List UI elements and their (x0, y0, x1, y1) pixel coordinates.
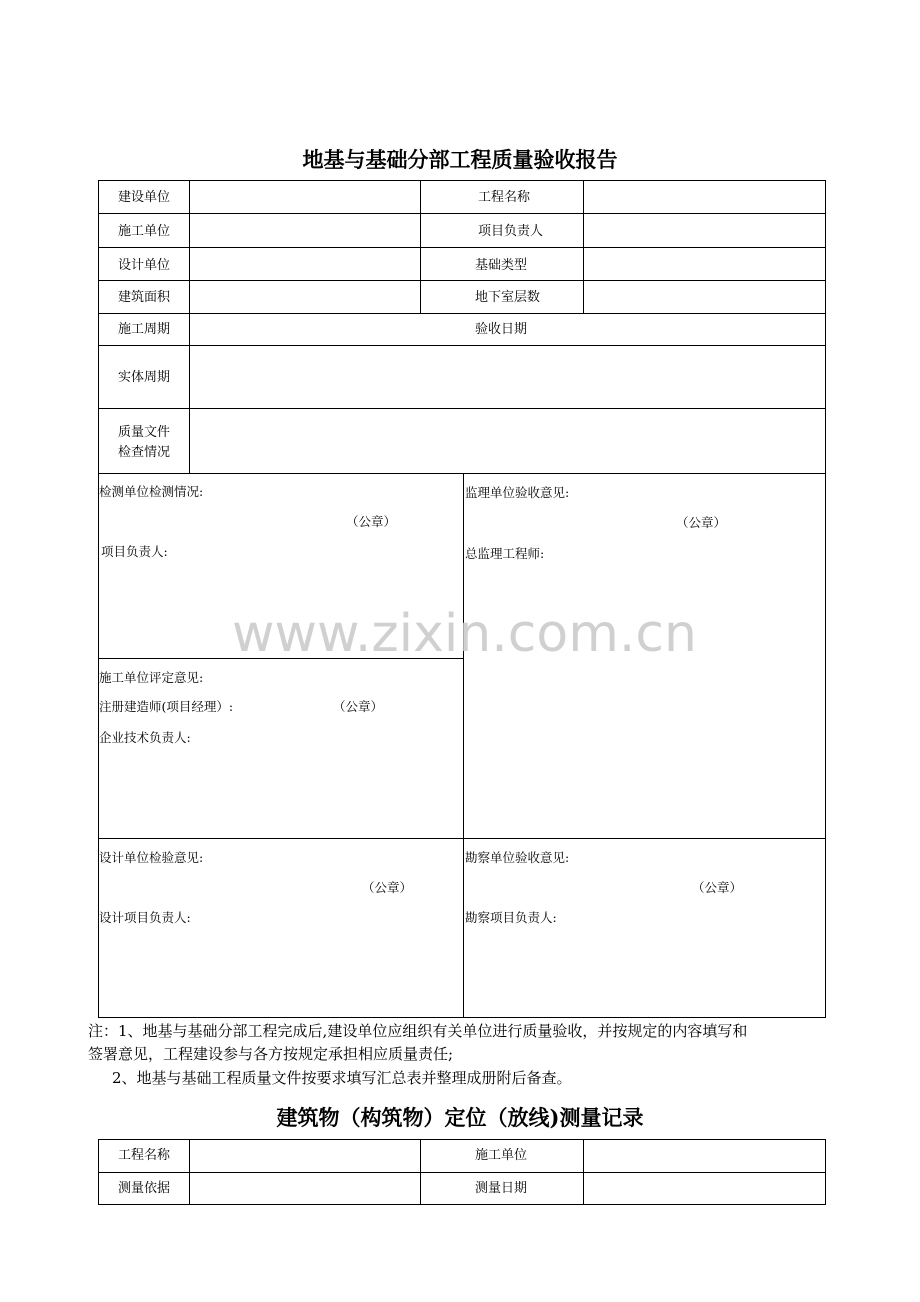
survey-unit-seal: （公章） (692, 880, 743, 895)
supervision-unit-seal: （公章） (676, 515, 727, 530)
testing-unit-signer: 项目负责人: (101, 544, 168, 559)
record-title: 建筑物（构筑物）定位（放线)测量记录 (276, 1105, 644, 1130)
label-contractor: 施工单位 (118, 224, 171, 239)
label-building-area: 建筑面积 (118, 290, 171, 305)
label-project-name: 工程名称 (478, 190, 531, 205)
testing-unit-seal: （公章） (346, 514, 397, 529)
field-construction-period[interactable] (190, 314, 419, 344)
survey-unit-heading: 勘察单位验收意见: (465, 850, 570, 865)
record-field-contractor[interactable] (584, 1140, 824, 1171)
note-line-2: 签署意见，工程建设参与各方按规定承担相应质量责任; (88, 1045, 454, 1063)
label-acceptance-date: 验收日期 (475, 322, 528, 337)
label-construction-period: 施工周期 (118, 322, 171, 337)
construction-unit-seal: （公章） (333, 699, 384, 714)
record-label-survey-date: 测量日期 (475, 1181, 528, 1196)
report-title: 地基与基础分部工程质量验收报告 (302, 147, 618, 172)
label-design-unit: 设计单位 (118, 258, 171, 273)
watermark: www.zixin.com.cn (232, 604, 697, 664)
design-unit-heading: 设计单位检验意见: (99, 850, 204, 865)
supervision-unit-signer: 总监理工程师: (465, 546, 545, 561)
registered-constructor: 注册建造师(项目经理）: (99, 699, 234, 714)
field-project-name[interactable] (584, 181, 824, 212)
field-entity-period[interactable] (190, 346, 824, 407)
field-building-area[interactable] (190, 281, 419, 312)
note-line-3: 2、地基与基础工程质量文件按要求填写汇总表并整理成册附后备查。 (112, 1069, 572, 1087)
field-contractor[interactable] (190, 214, 419, 246)
label-basement-floors: 地下室层数 (475, 290, 541, 305)
field-construction-owner[interactable] (190, 181, 419, 212)
testing-unit-heading: 检测单位检测情况: (99, 484, 204, 499)
field-quality-docs[interactable] (190, 409, 824, 472)
design-unit-seal: （公章） (362, 880, 413, 895)
label-quality-docs-line1: 质量文件 (118, 425, 171, 440)
label-construction-owner: 建设单位 (118, 190, 171, 205)
label-project-leader: 项目负责人 (478, 224, 544, 239)
record-label-contractor: 施工单位 (475, 1148, 528, 1163)
supervision-unit-heading: 监理单位验收意见: (465, 485, 570, 500)
record-label-survey-basis: 测量依据 (118, 1181, 171, 1196)
field-design-unit[interactable] (190, 248, 419, 279)
design-unit-signer: 设计项目负责人: (99, 910, 191, 925)
survey-unit-signer: 勘察项目负责人: (465, 910, 557, 925)
construction-unit-signer: 企业技术负责人: (99, 730, 191, 745)
construction-unit-heading: 施工单位评定意见: (99, 670, 204, 685)
field-foundation-type[interactable] (584, 248, 824, 279)
record-label-project-name: 工程名称 (118, 1148, 171, 1163)
label-foundation-type: 基础类型 (475, 258, 528, 273)
record-field-project-name[interactable] (190, 1140, 419, 1171)
field-project-leader[interactable] (584, 214, 824, 246)
label-entity-period: 实体周期 (118, 370, 171, 385)
record-field-survey-basis[interactable] (190, 1173, 419, 1203)
record-field-survey-date[interactable] (584, 1173, 824, 1203)
note-line-1: 注：1、地基与基础分部工程完成后,建设单位应组织有关单位进行质量验收，并按规定的内容填写和 (88, 1022, 748, 1040)
field-basement-floors[interactable] (584, 281, 824, 312)
field-acceptance-date[interactable] (584, 314, 824, 344)
label-quality-docs-line2: 检查情况 (118, 445, 171, 460)
